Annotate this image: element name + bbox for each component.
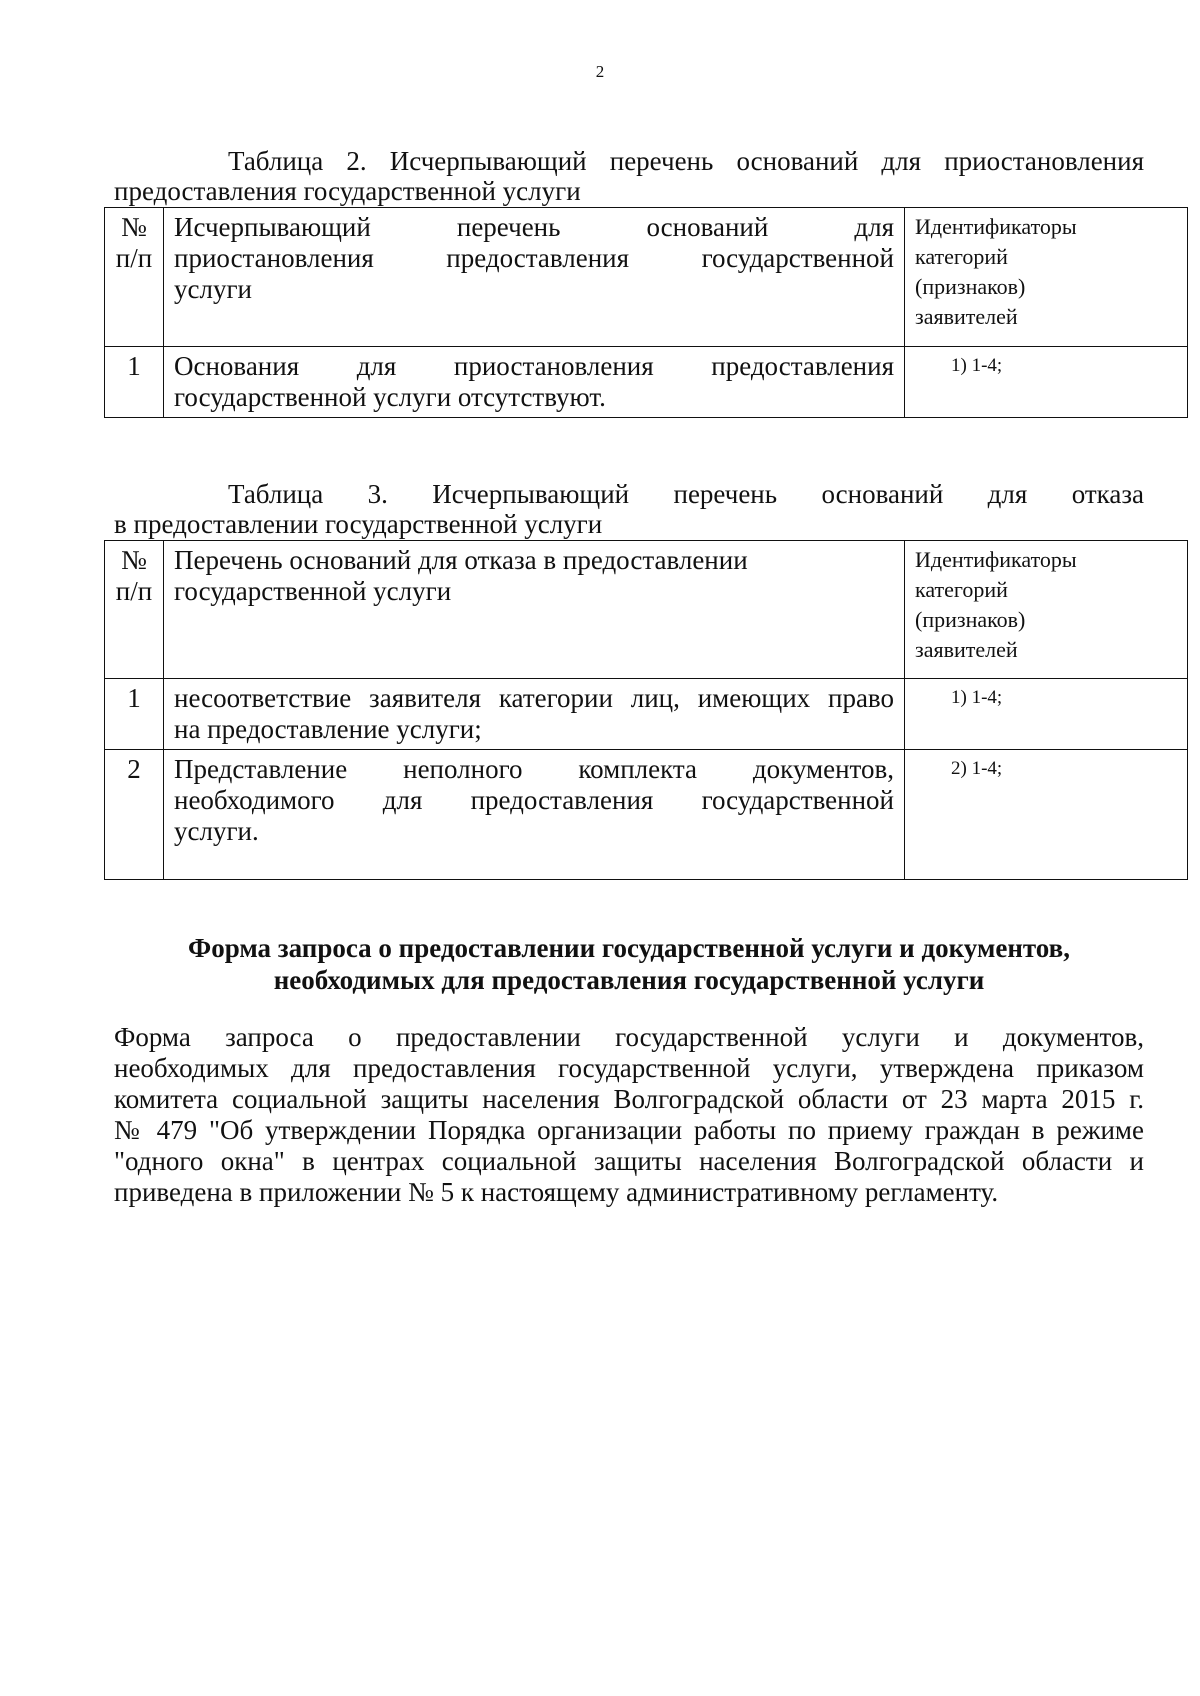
table-row	[105, 750, 1188, 880]
section-heading-line2: необходимых для предоставления государственной услуги	[273, 965, 985, 995]
table2-caption-line2: предоставления государственной услуги	[114, 176, 581, 206]
table2-row1-num: 1	[105, 347, 164, 418]
table3-row2-ids: 2) 1-4;	[905, 750, 1188, 880]
section-heading-line1: Форма запроса о предоставлении государственной услуги и документов,	[188, 933, 1070, 963]
body-line: № 479 "Об утверждении Порядка организации работы по приему граждан в режиме	[114, 1115, 1144, 1145]
table3-row1-ids: 1) 1-4;	[905, 679, 1188, 750]
table2-header-text	[164, 208, 905, 347]
table-row	[105, 347, 1188, 418]
table3-caption-line1: Таблица 3. Исчерпывающий перечень оснований для отказа	[228, 479, 1144, 509]
body-line: "одного окна" в центрах социальной защиты населения Волгоградской области и	[114, 1146, 1144, 1176]
table2-header-ids-line: категорий	[915, 244, 1008, 269]
table3-row2-text	[164, 750, 905, 880]
table-row	[105, 679, 1188, 750]
table3-caption-line2: в предоставлении государственной услуги	[114, 509, 603, 539]
table3-header-text-line: Перечень оснований для отказа в предоставлении	[174, 545, 748, 575]
table2-header-num	[105, 208, 164, 347]
table2-header-text-line: услуги	[174, 274, 252, 304]
table3-row1-text-line: на предоставление услуги;	[174, 714, 482, 744]
table3-header-ids-line: заявителей	[915, 637, 1018, 662]
table2	[104, 207, 1188, 418]
table3-row2-text-line: Представление неполного комплекта документов,	[174, 754, 894, 784]
section-body	[114, 1022, 1144, 1208]
section-heading	[114, 932, 1144, 996]
table3-header-ids-line: Идентификаторы	[915, 547, 1077, 572]
table3-header-num	[105, 541, 164, 679]
table3-row1-num: 1	[105, 679, 164, 750]
table3-header-text	[164, 541, 905, 679]
body-line: Форма запроса о предоставлении государственной услуги и документов,	[114, 1022, 1144, 1052]
body-line: необходимых для предоставления государственной услуги, утверждена приказом	[114, 1053, 1144, 1083]
table2-header-num-line1: №	[121, 212, 147, 242]
table2-header-text-line: приостановления предоставления государственной	[174, 243, 894, 273]
table3-header-num-line2: п/п	[115, 576, 153, 606]
table3-header-row	[105, 541, 1188, 679]
page-number: 2	[595, 62, 605, 81]
table3-row2-text-line: услуги.	[174, 816, 259, 846]
table2-caption	[114, 146, 1144, 206]
table3-header-ids-line: категорий	[915, 577, 1008, 602]
table2-row1-text-line: государственной услуги отсутствуют.	[174, 382, 606, 412]
table3-row1-text-line: несоответствие заявителя категории лиц, имеющих право	[174, 683, 894, 713]
table3-row1-text	[164, 679, 905, 750]
table2-header-text-line: Исчерпывающий перечень оснований для	[174, 212, 894, 242]
table2-header-ids-line: заявителей	[915, 304, 1018, 329]
table3-header-num-line1: №	[121, 545, 147, 575]
table2-row1-text-line: Основания для приостановления предоставления	[174, 351, 894, 381]
table2-header-ids	[905, 208, 1188, 347]
body-line: приведена в приложении № 5 к настоящему административному регламенту.	[114, 1177, 999, 1207]
table2-caption-line1: Таблица 2. Исчерпывающий перечень оснований для приостановления	[228, 146, 1144, 176]
table3-row2-text-line: необходимого для предоставления государственной	[174, 785, 894, 815]
table2-header-row	[105, 208, 1188, 347]
table3	[104, 540, 1188, 880]
table3-row2-num: 2	[105, 750, 164, 880]
table3-header-ids-line: (признаков)	[915, 607, 1026, 632]
table2-header-num-line2: п/п	[115, 243, 153, 273]
body-line: комитета социальной защиты населения Волгоградской области от 23 марта 2015 г.	[114, 1084, 1144, 1114]
table2-header-ids-line: (признаков)	[915, 274, 1026, 299]
table3-caption	[114, 479, 1144, 539]
table3-header-text-line: государственной услуги	[174, 576, 452, 606]
table2-header-ids-line: Идентификаторы	[915, 214, 1077, 239]
table3-header-ids	[905, 541, 1188, 679]
table2-row1-text	[164, 347, 905, 418]
table2-row1-ids: 1) 1-4;	[905, 347, 1188, 418]
